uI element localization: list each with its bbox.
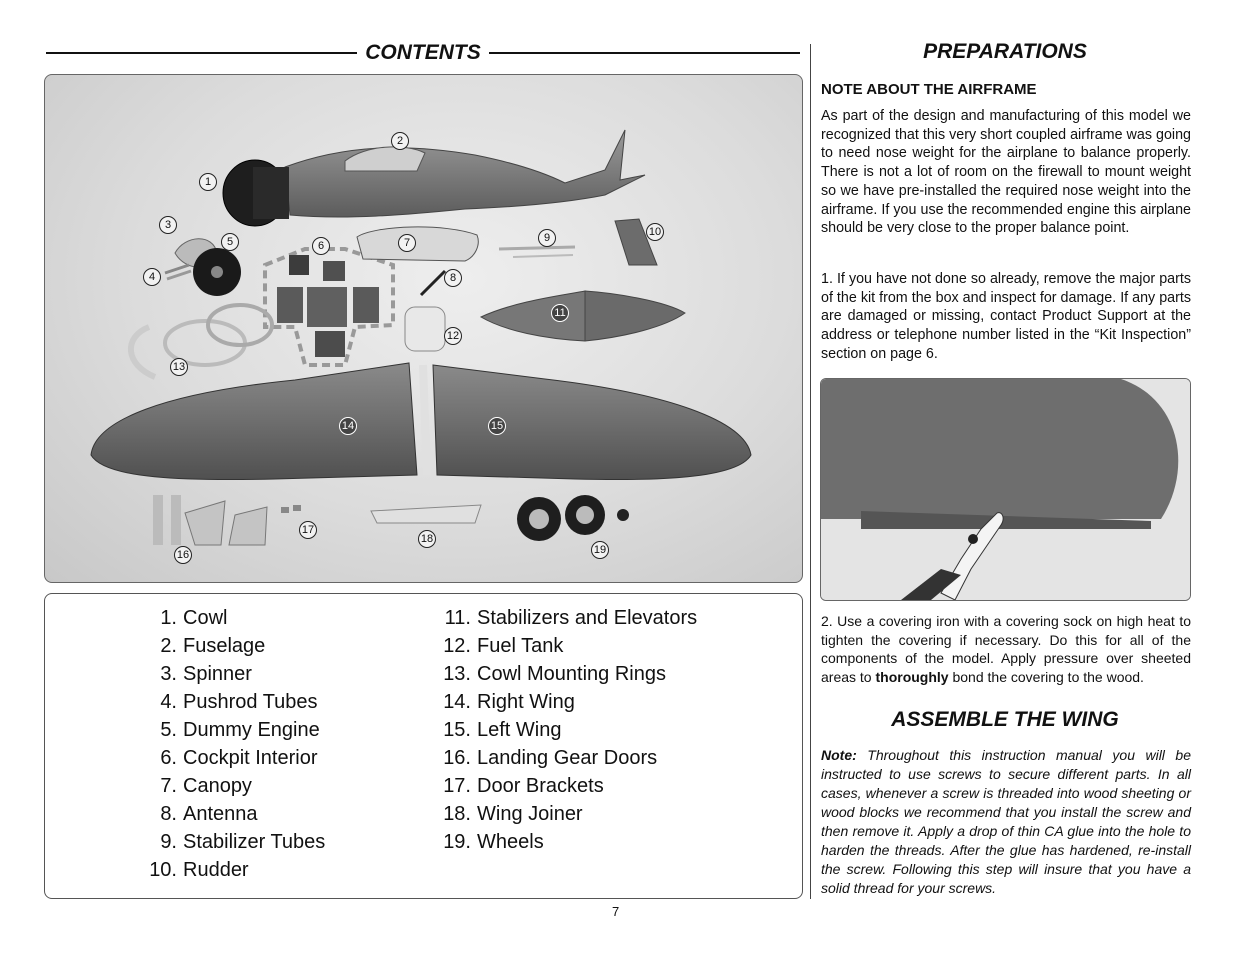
stabilizer-tubes <box>499 247 575 249</box>
item-name: Wheels <box>477 831 544 853</box>
heading-rule-right <box>489 52 800 54</box>
item-name: Landing Gear Doors <box>477 747 658 769</box>
callout-11: 11 <box>551 304 569 322</box>
fuselage <box>285 130 645 217</box>
item-number: 9. <box>160 831 177 853</box>
item-name: Cowl Mounting Rings <box>477 663 666 685</box>
callout-12: 12 <box>444 327 462 345</box>
step-2-emphasis: thoroughly <box>875 669 949 686</box>
item-number: 4. <box>160 691 177 713</box>
callout-16: 16 <box>174 546 192 564</box>
item-number: 3. <box>160 663 177 685</box>
callout-3: 3 <box>159 216 177 234</box>
item-number: 14. <box>443 691 471 713</box>
right-wing <box>91 363 417 480</box>
parts-list-right <box>433 604 697 856</box>
item-name: Wing Joiner <box>477 803 583 825</box>
item-number: 10. <box>149 859 177 881</box>
callout-9: 9 <box>538 229 556 247</box>
list-item <box>433 828 697 856</box>
item-number: 7. <box>160 775 177 797</box>
page-number: 7 <box>612 904 620 919</box>
tail-wheel <box>617 509 629 521</box>
contents-heading <box>46 38 800 68</box>
list-item <box>137 856 325 884</box>
item-name: Dummy Engine <box>183 719 320 741</box>
list-item <box>137 716 325 744</box>
item-number: 2. <box>160 635 177 657</box>
item-number: 13. <box>443 663 471 685</box>
callout-15: 15 <box>488 417 506 435</box>
parts-list-left <box>137 604 325 884</box>
kit-contents-photo <box>44 74 803 583</box>
item-number: 17. <box>443 775 471 797</box>
list-item <box>433 716 697 744</box>
callout-5: 5 <box>221 233 239 251</box>
item-name: Spinner <box>183 663 252 685</box>
canopy <box>357 227 478 261</box>
fuel-tank <box>405 307 445 351</box>
airframe-subheading: NOTE ABOUT THE AIRFRAME <box>821 81 1037 98</box>
list-item <box>433 660 697 688</box>
list-item <box>137 688 325 716</box>
contents-title: CONTENTS <box>365 41 481 64</box>
parts-list-box <box>44 593 803 899</box>
list-item <box>137 828 325 856</box>
item-name: Fuselage <box>183 635 266 657</box>
heading-rule-left <box>46 52 357 54</box>
list-item <box>137 800 325 828</box>
item-number: 6. <box>160 747 177 769</box>
callout-14: 14 <box>339 417 357 435</box>
step-2-paragraph <box>821 612 1191 687</box>
door-brackets <box>281 507 289 513</box>
preparations-title: PREPARATIONS <box>923 40 1087 63</box>
note-text: Throughout this instruction manual you will be instructed to use screws to secure different parts. In all cases, whenever a screw is threaded into wood sheeting or wood blocks we recommend that you install the screw and then remove it. Apply a drop of thin CA glue into the hole to harden the threads. After the glue has hardened, re-install the screw. Following this step will insure that you have a solid thread for your screws. <box>821 747 1191 896</box>
wing-joiner <box>371 505 481 523</box>
list-item <box>433 632 697 660</box>
covering-iron-illustration <box>821 379 1190 600</box>
assemble-wing-title: ASSEMBLE THE WING <box>891 708 1119 731</box>
item-number: 5. <box>160 719 177 741</box>
step-2-text: 2. Use a covering iron with a covering sock on high heat to tighten the covering if necessary. Do this for all of the components of the model. Apply pressure over sheeted areas to <box>821 613 1191 686</box>
step-1-paragraph: 1. If you have not done so already, remove the major parts of the kit from the box and inspect for damage. If any parts are damaged or missing, contact Product Support at the address or telephone number listed in the “Kit Inspection” section on page 6. <box>821 271 1191 362</box>
item-number: 19. <box>443 831 471 853</box>
covering-iron-photo <box>820 378 1191 601</box>
assemble-note-paragraph <box>821 746 1191 898</box>
callout-7: 7 <box>398 234 416 252</box>
item-number: 16. <box>443 747 471 769</box>
list-item <box>137 772 325 800</box>
callout-17: 17 <box>299 521 317 539</box>
airframe-note-paragraph: As part of the design and manufacturing of this model we recognized that this very short coupled airframe was going to need nose weight for the airplane to balance properly. There is not a lot of room on the firewall to mount weight so we have pre-installed the required nose weight into the airframe. If you use the recommended engine this airplane should be very close to the proper balance point. <box>821 108 1191 237</box>
kit-parts-illustration <box>45 75 802 582</box>
item-name: Cowl <box>183 607 228 629</box>
item-name: Fuel Tank <box>477 635 564 657</box>
callout-2: 2 <box>391 132 409 150</box>
item-number: 1. <box>160 607 177 629</box>
item-number: 18. <box>443 803 471 825</box>
callout-13: 13 <box>170 358 188 376</box>
item-name: Pushrod Tubes <box>183 691 318 713</box>
stabilizers <box>481 291 585 341</box>
antenna <box>421 271 445 295</box>
list-item <box>433 800 697 828</box>
item-name: Stabilizers and Elevators <box>477 607 698 629</box>
item-name: Door Brackets <box>477 775 604 797</box>
list-item <box>137 744 325 772</box>
item-name: Left Wing <box>477 719 562 741</box>
item-name: Rudder <box>183 859 249 881</box>
list-item <box>137 632 325 660</box>
note-label: Note: <box>821 747 857 763</box>
item-name: Antenna <box>183 803 258 825</box>
column-divider <box>810 44 811 899</box>
callout-4: 4 <box>143 268 161 286</box>
list-item <box>137 604 325 632</box>
item-number: 12. <box>443 635 471 657</box>
item-name: Canopy <box>183 775 252 797</box>
item-name: Right Wing <box>477 691 575 713</box>
item-number: 8. <box>160 803 177 825</box>
list-item <box>433 688 697 716</box>
callout-10: 10 <box>646 223 664 241</box>
callout-1: 1 <box>199 173 217 191</box>
callout-18: 18 <box>418 530 436 548</box>
callout-8: 8 <box>444 269 462 287</box>
left-wing <box>433 365 751 480</box>
callout-19: 19 <box>591 541 609 559</box>
step-2-text-end: bond the covering to the wood. <box>948 669 1144 686</box>
item-number: 15. <box>443 719 471 741</box>
list-item <box>137 660 325 688</box>
list-item <box>433 744 697 772</box>
list-item <box>433 604 697 632</box>
item-name: Cockpit Interior <box>183 747 318 769</box>
item-name: Stabilizer Tubes <box>183 831 326 853</box>
item-number: 11. <box>444 607 471 629</box>
list-item <box>433 772 697 800</box>
landing-gear-doors <box>153 495 163 545</box>
callout-6: 6 <box>312 237 330 255</box>
cowl-mounting-rings <box>131 327 155 377</box>
